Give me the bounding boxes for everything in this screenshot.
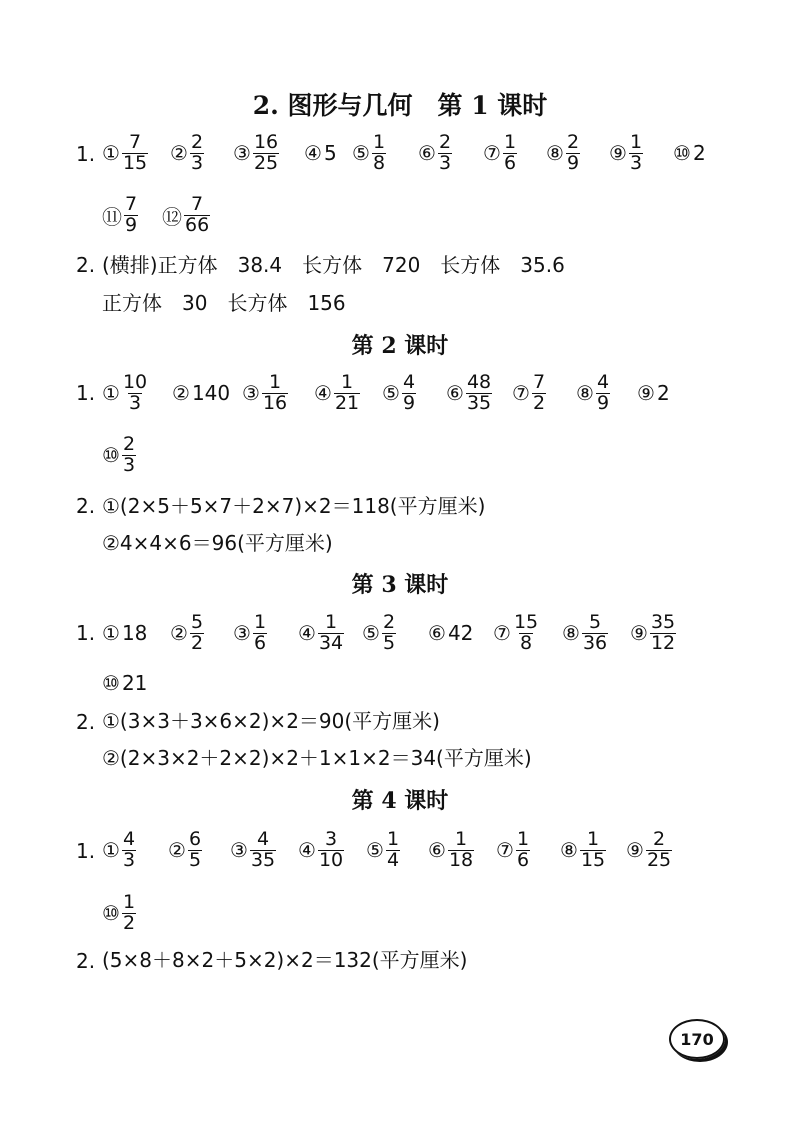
numerator: 7 [125,192,138,215]
fraction [582,610,608,654]
numerator: 1 [386,827,400,850]
item-marker: ⑪ [102,204,122,229]
item-marker: ⑦ [483,141,501,165]
denominator: 36 [582,631,608,654]
numerator: 2 [566,130,580,153]
answer-item [493,608,539,658]
numerator: 1 [503,130,517,153]
answer-item [304,128,337,178]
fraction [402,370,416,414]
denominator: 10 [318,848,344,871]
answer-value: 42 [447,621,474,645]
denominator: 66 [185,213,210,236]
item-marker: ⑥ [418,141,436,165]
item-marker: ④ [298,838,316,862]
item-marker: ③ [242,381,260,405]
item-marker: ⑩ [102,443,120,467]
numerator: 16 [253,130,279,153]
denominator: 18 [448,848,474,871]
answer-line: (5×8＋8×2＋5×2)×2＝132(平方厘米) [102,948,468,972]
fraction [466,370,492,414]
numerator: 1 [516,827,530,850]
answer-item [428,608,473,658]
lesson-title: 第 3 课时 [351,572,449,598]
item-marker: ⑧ [546,141,564,165]
denominator: 3 [438,151,452,174]
numerator: 7 [191,192,204,215]
answer-item [382,368,416,418]
answer-item [446,368,492,418]
item-marker: ⑫ [162,204,182,229]
fraction [190,130,204,174]
numerator: 2 [382,610,396,633]
answer-value: 18 [121,621,148,645]
answer-item [102,128,148,178]
question-number: 1. [76,142,96,166]
fraction [513,610,539,654]
item-marker: ① [102,621,120,645]
numerator: 2 [190,130,204,153]
denominator: 6 [516,848,530,871]
fraction [184,192,210,236]
answer-line: 正方体 30 长方体 156 [102,291,346,315]
fraction [253,610,267,654]
numerator: 2 [122,432,136,455]
fraction [448,827,474,871]
item-marker: ② [172,381,190,405]
numerator: 1 [340,370,354,393]
answer-value: 5 [323,141,337,165]
denominator: 15 [122,151,148,174]
fraction [253,130,279,174]
denominator: 3 [122,848,136,871]
numerator: 4 [402,370,416,393]
denominator: 21 [334,391,360,414]
answer-item [546,128,580,178]
numerator: 1 [253,610,267,633]
item-marker: ② [168,838,186,862]
fraction [596,370,610,414]
item-marker: ⑨ [626,838,644,862]
fraction [646,827,672,871]
denominator: 2 [532,391,546,414]
answer-item [168,825,202,875]
item-marker: ⑦ [512,381,530,405]
answer-line: ②4×4×6＝96(平方厘米) [102,531,333,555]
item-marker: ⑩ [673,141,691,165]
item-marker: ② [170,621,188,645]
denominator: 9 [402,391,416,414]
answer-value: 2 [692,141,706,165]
denominator: 4 [386,848,400,871]
answer-item [512,368,546,418]
question-number: 1. [76,381,96,405]
fraction [386,827,400,871]
denominator: 35 [466,391,492,414]
answer-value: 21 [121,671,148,695]
item-marker: ⑦ [496,838,514,862]
numerator: 1 [586,827,600,850]
numerator: 48 [466,370,492,393]
question-number: 2. [76,710,96,734]
fraction [122,827,136,871]
fraction [318,827,344,871]
fraction [566,130,580,174]
numerator: 2 [438,130,452,153]
denominator: 12 [650,631,676,654]
answer-item [172,368,230,418]
fraction [122,370,148,414]
denominator: 6 [503,151,517,174]
question-number: 2. [76,253,96,277]
item-marker: ⑨ [609,141,627,165]
answer-item [673,128,706,178]
answer-item [314,368,360,418]
denominator: 2 [122,911,136,934]
page-number: 170 [669,1019,725,1059]
answer-value: 140 [191,381,231,405]
answer-item [298,825,344,875]
item-marker: ⑤ [382,381,400,405]
numerator: 4 [122,827,136,850]
fraction [334,370,360,414]
item-marker: ⑥ [428,838,446,862]
item-marker: ⑧ [562,621,580,645]
fraction [188,827,202,871]
item-marker: ④ [314,381,332,405]
item-marker: ③ [230,838,248,862]
item-marker: ⑧ [576,381,594,405]
answer-item [630,608,676,658]
denominator: 3 [629,151,643,174]
fraction [438,130,452,174]
answer-item [366,825,400,875]
item-marker: ④ [298,621,316,645]
answer-item [352,128,386,178]
numerator: 1 [372,130,386,153]
denominator: 16 [262,391,288,414]
numerator: 2 [652,827,666,850]
numerator: 10 [122,370,148,393]
answer-item [609,128,643,178]
numerator: 35 [650,610,676,633]
answer-value: 2 [656,381,670,405]
answer-item [233,128,279,178]
answer-item [637,368,670,418]
answer-item [102,658,147,708]
fraction [250,827,276,871]
denominator: 2 [190,631,204,654]
answer-line: ②(2×3×2＋2×2)×2＋1×1×2＝34(平方厘米) [102,746,532,770]
denominator: 9 [566,151,580,174]
numerator: 1 [268,370,282,393]
item-marker: ① [102,141,120,165]
denominator: 3 [122,453,136,476]
fraction [503,130,517,174]
answer-item [233,608,267,658]
numerator: 1 [324,610,338,633]
fraction [190,610,204,654]
numerator: 6 [188,827,202,850]
answer-item [576,368,610,418]
answer-item [560,825,606,875]
answer-item [162,190,210,240]
denominator: 5 [188,848,202,871]
denominator: 8 [372,151,386,174]
answer-item [102,190,138,240]
fraction [629,130,643,174]
denominator: 9 [596,391,610,414]
answer-line: (横排)正方体 38.4 长方体 720 长方体 35.6 [102,253,565,277]
lesson-title: 第 4 课时 [351,788,449,814]
denominator: 34 [318,631,344,654]
denominator: 5 [382,631,396,654]
numerator: 5 [190,610,204,633]
question-number: 2. [76,949,96,973]
answer-item [562,608,608,658]
denominator: 25 [646,848,672,871]
fraction [262,370,288,414]
numerator: 7 [532,370,546,393]
denominator: 15 [580,848,606,871]
denominator: 9 [125,213,138,236]
answer-item [102,368,148,418]
item-marker: ⑦ [493,621,511,645]
numerator: 3 [324,827,338,850]
denominator: 6 [253,631,267,654]
denominator: 35 [250,848,276,871]
answer-item [483,128,517,178]
fraction [124,192,138,236]
item-marker: ⑩ [102,671,120,695]
numerator: 4 [596,370,610,393]
fraction [382,610,396,654]
answer-item [242,368,288,418]
item-marker: ③ [233,621,251,645]
denominator: 3 [128,391,142,414]
item-marker: ⑥ [428,621,446,645]
lesson-title: 第 2 课时 [351,333,449,359]
answer-item [418,128,452,178]
answer-item [102,608,147,658]
item-marker: ④ [304,141,322,165]
question-number: 1. [76,839,96,863]
numerator: 1 [122,890,136,913]
question-number: 1. [76,621,96,645]
item-marker: ⑥ [446,381,464,405]
item-marker: ⑩ [102,901,120,925]
numerator: 1 [629,130,643,153]
numerator: 4 [256,827,270,850]
item-marker: ② [170,141,188,165]
numerator: 5 [588,610,602,633]
answer-item [102,888,136,938]
item-marker: ① [102,381,120,405]
fraction [318,610,344,654]
fraction [122,130,148,174]
answer-item [102,825,136,875]
item-marker: ⑤ [362,621,380,645]
denominator: 3 [190,151,204,174]
question-number: 2. [76,494,96,518]
answer-item [298,608,344,658]
fraction [122,432,136,476]
denominator: 8 [519,631,533,654]
answer-item [170,608,204,658]
numerator: 15 [513,610,539,633]
denominator: 25 [253,151,279,174]
fraction [650,610,676,654]
numerator: 7 [128,130,142,153]
numerator: 1 [454,827,468,850]
fraction [516,827,530,871]
item-marker: ⑨ [630,621,648,645]
item-marker: ⑧ [560,838,578,862]
fraction [122,890,136,934]
item-marker: ⑨ [637,381,655,405]
item-marker: ⑤ [366,838,384,862]
answer-item [428,825,474,875]
answer-item [626,825,672,875]
fraction [580,827,606,871]
fraction [372,130,386,174]
answer-item [102,430,136,480]
item-marker: ③ [233,141,251,165]
answer-item [362,608,396,658]
section-title: 2. 图形与几何 第 1 课时 [252,91,548,120]
answer-item [496,825,530,875]
answer-line: ①(3×3＋3×6×2)×2＝90(平方厘米) [102,709,440,733]
item-marker: ① [102,838,120,862]
answer-item [230,825,276,875]
item-marker: ⑤ [352,141,370,165]
answer-item [170,128,204,178]
answer-line: ①(2×5＋5×7＋2×7)×2＝118(平方厘米) [102,494,486,518]
fraction [532,370,546,414]
